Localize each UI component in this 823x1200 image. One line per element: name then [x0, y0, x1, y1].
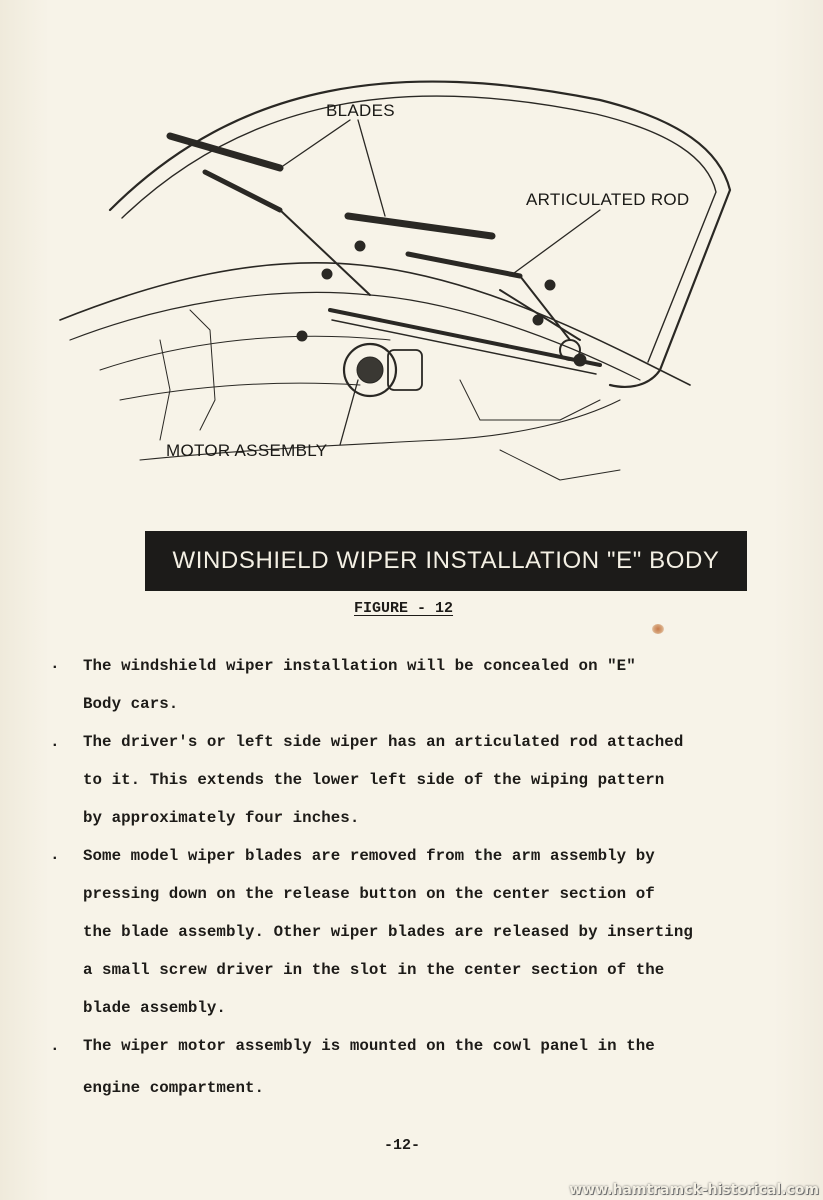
body-text-line: blade assembly. [83, 999, 226, 1017]
bullet-marker: . [50, 846, 60, 864]
blades-callout-label: BLADES [326, 101, 395, 120]
wiper-installation-illustration [40, 40, 800, 520]
body-text-line: The windshield wiper installation will be concealed on "E" [83, 657, 636, 675]
articulated-rod-callout-label: ARTICULATED ROD [526, 190, 690, 209]
body-text-line: a small screw driver in the slot in the center section of the [83, 961, 665, 979]
body-text-line: Body cars. [83, 695, 179, 713]
page-number: -12- [384, 1137, 421, 1154]
body-text-line: The driver's or left side wiper has an articulated rod attached [83, 733, 684, 751]
website-watermark: www.hamtramck-historical.com [569, 1182, 819, 1198]
motor-assembly-callout-label: MOTOR ASSEMBLY [166, 441, 328, 460]
body-text-line: pressing down on the release button on the center section of [83, 885, 655, 903]
body-text-line: The wiper motor assembly is mounted on the cowl panel in the [83, 1037, 655, 1055]
bullet-marker: . [50, 733, 60, 751]
body-text-line: to it. This extends the lower left side of the wiping pattern [83, 771, 665, 789]
figure-title-banner: WINDSHIELD WIPER INSTALLATION "E" BODY [145, 531, 747, 591]
body-text-line: Some model wiper blades are removed from the arm assembly by [83, 847, 655, 865]
wiper-line-drawing [40, 40, 800, 520]
paper-stain [652, 624, 664, 634]
body-text-line: engine compartment. [83, 1079, 265, 1097]
body-text-line: the blade assembly. Other wiper blades are released by inserting [83, 923, 693, 941]
body-text-line: by approximately four inches. [83, 809, 360, 827]
bullet-marker: . [50, 655, 60, 673]
figure-caption: FIGURE - 12 [354, 600, 454, 617]
bullet-marker: . [50, 1037, 60, 1055]
